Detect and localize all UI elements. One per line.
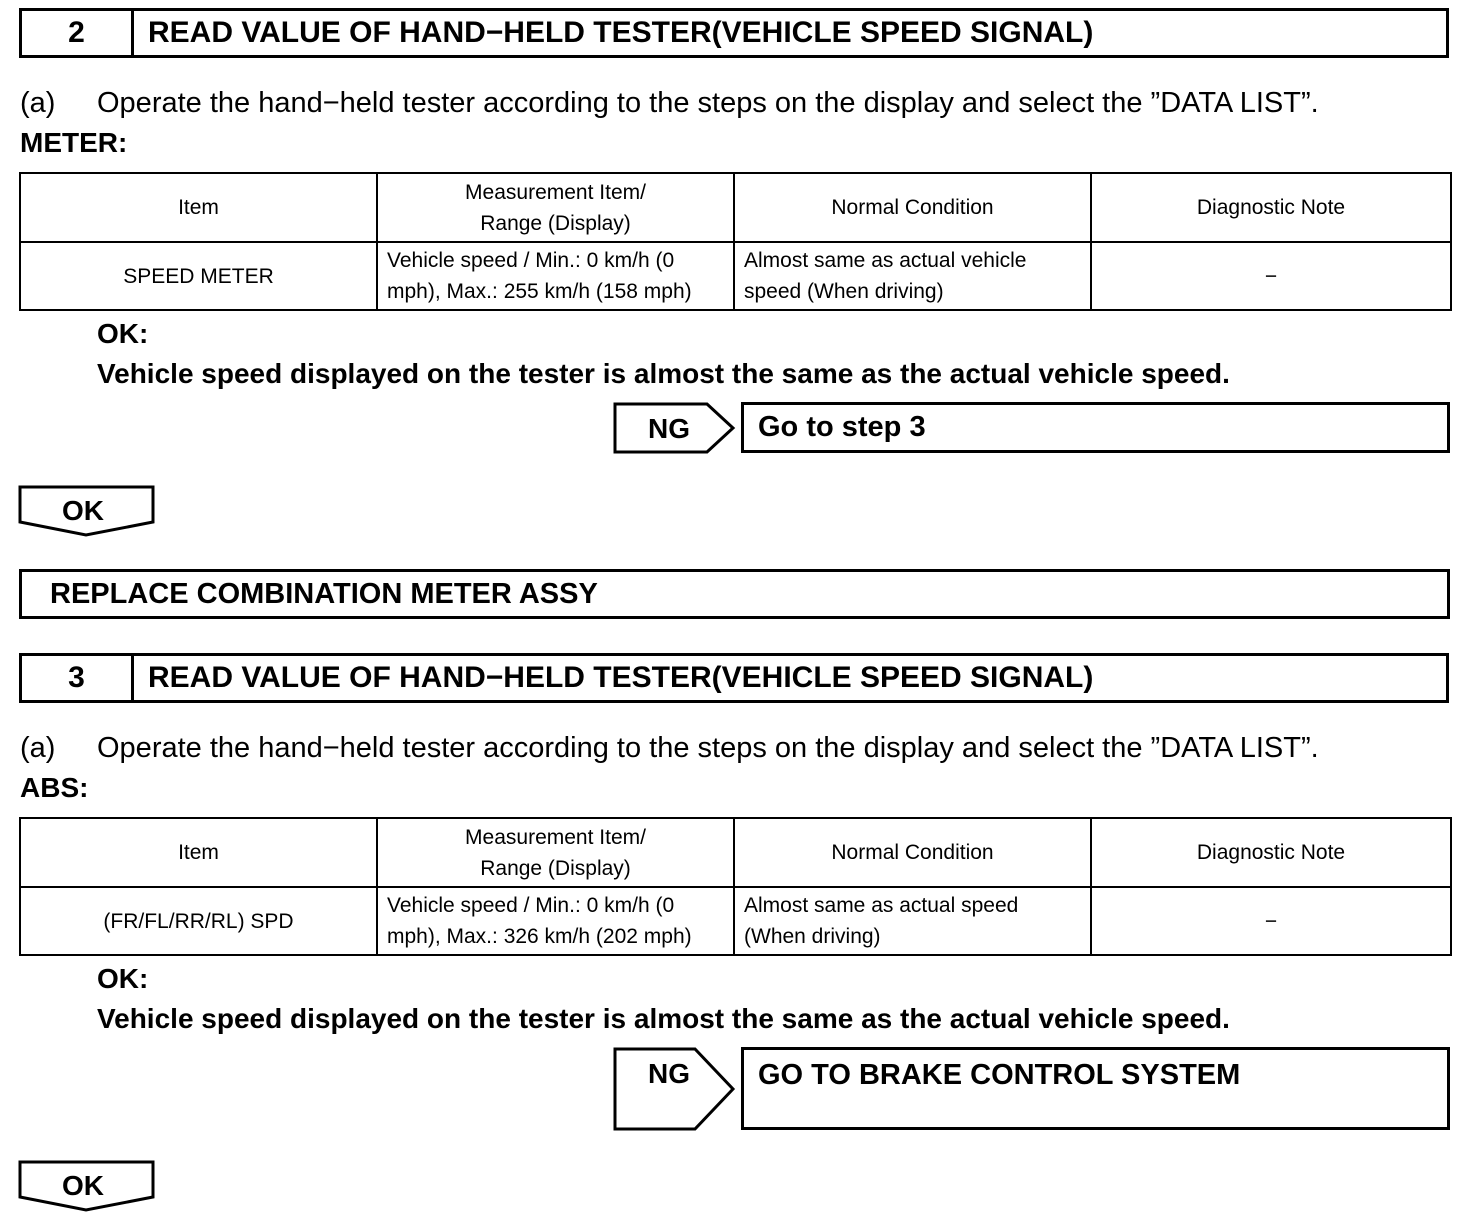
header-diagnostic-note: Diagnostic Note [1091,173,1451,242]
ng-result-text: GO TO BRAKE CONTROL SYSTEM [758,1059,1241,1091]
ok-criteria-heading: OK: [97,963,149,994]
cell-normal-line2: speed (When driving) [744,280,944,303]
instruction-paragraph [20,732,1319,765]
ng-label: NG [648,1058,690,1089]
header-measurement [377,173,734,242]
header-item: Item [20,173,377,242]
instruction-tag: (a) [20,87,56,119]
cell-range-line2: mph), Max.: 255 km/h (158 mph) [387,280,692,303]
ok-criteria-text: Vehicle speed displayed on the tester is almost the same as the actual vehicle speed. [97,358,1230,389]
ng-arrow [613,402,739,456]
cell-range-line1: Vehicle speed / Min.: 0 km/h (0 [387,249,675,272]
cell-normal-line1: Almost same as actual vehicle [744,249,1027,272]
header-diagnostic-note: Diagnostic Note [1091,818,1451,887]
instruction-paragraph [20,87,1319,120]
step-number: 3 [22,656,134,700]
step-3-header [19,653,1449,703]
replace-action-text: REPLACE COMBINATION METER ASSY [50,577,598,610]
instruction-tag: (a) [20,732,56,764]
step-title: READ VALUE OF HAND−HELD TESTER(VEHICLE SPEED SIGNAL) [148,16,1094,49]
table-row [20,887,1451,955]
data-list-table [19,817,1452,956]
header-measurement-line2: Range (Display) [480,211,631,235]
ng-result-text: Go to step 3 [758,411,926,443]
step-number: 2 [22,11,134,55]
replace-action-box [19,569,1450,619]
cell-normal [734,242,1091,310]
cell-note: − [1091,887,1451,955]
table-header-row [20,173,1451,242]
table-row [20,242,1451,310]
ng-arrow [613,1047,739,1133]
ok-label: OK [62,1170,104,1201]
cell-normal [734,887,1091,955]
ok-criteria-heading: OK: [97,318,149,349]
header-item: Item [20,818,377,887]
ok-criteria-text: Vehicle speed displayed on the tester is almost the same as the actual vehicle speed. [97,1003,1230,1034]
ok-arrow [18,485,156,539]
cell-range [377,887,734,955]
cell-normal-line2: (When driving) [744,925,881,948]
table-header-row [20,818,1451,887]
data-list-table [19,172,1452,311]
ng-result-box [741,402,1450,453]
step-2-header [19,8,1449,58]
cell-range [377,242,734,310]
ng-result-box [741,1047,1450,1130]
cell-note: − [1091,242,1451,310]
instruction-text: Operate the hand−held tester according to the steps on the display and select the ”DATA LIST”. [97,87,1319,119]
header-measurement-line1: Measurement Item/ [465,180,646,204]
system-label: ABS: [20,772,89,803]
header-measurement-line2: Range (Display) [480,856,631,880]
instruction-text: Operate the hand−held tester according to the steps on the display and select the ”DATA LIST”. [97,732,1319,764]
cell-item: SPEED METER [20,242,377,310]
cell-normal-line1: Almost same as actual speed [744,894,1019,917]
header-normal-condition: Normal Condition [734,818,1091,887]
ok-label: OK [62,495,104,526]
cell-item: (FR/FL/RR/RL) SPD [20,887,377,955]
ok-arrow [18,1160,156,1214]
cell-range-line1: Vehicle speed / Min.: 0 km/h (0 [387,894,675,917]
cell-range-line2: mph), Max.: 326 km/h (202 mph) [387,925,692,948]
header-normal-condition: Normal Condition [734,173,1091,242]
header-measurement [377,818,734,887]
ng-label: NG [648,413,690,444]
system-label: METER: [20,127,128,158]
step-title: READ VALUE OF HAND−HELD TESTER(VEHICLE SPEED SIGNAL) [148,661,1094,694]
header-measurement-line1: Measurement Item/ [465,825,646,849]
